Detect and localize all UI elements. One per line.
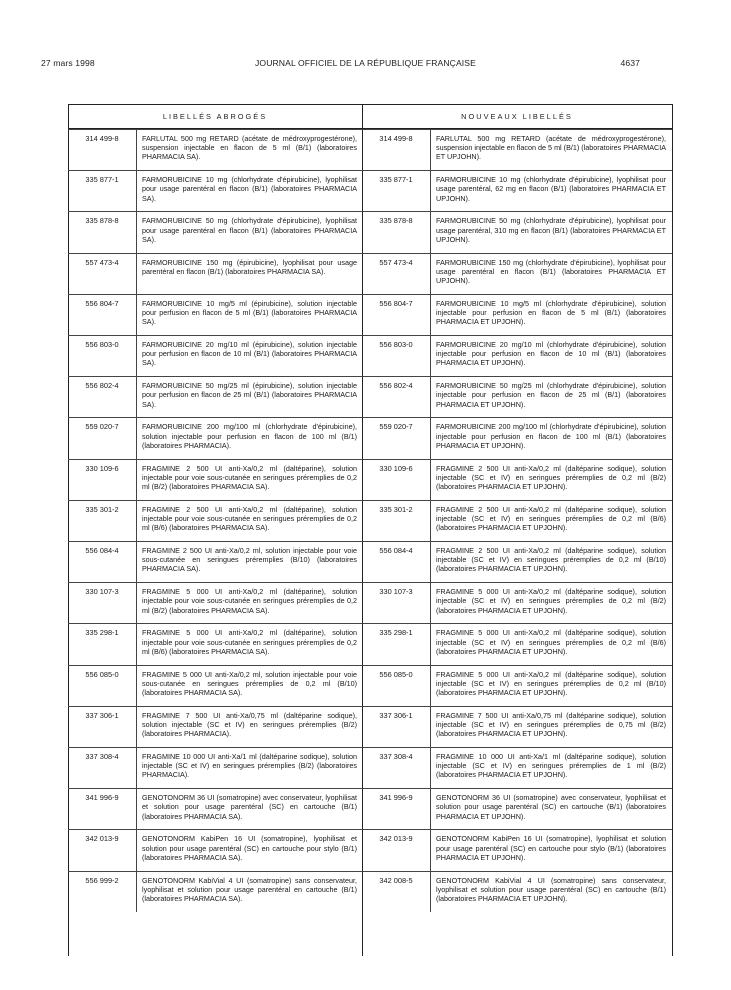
old-code: 335 298-1 [85,628,119,638]
table-row [68,665,672,666]
column-divider [136,829,137,870]
table-row [68,170,672,171]
new-code: 342 008-5 [379,875,413,885]
table-row [68,747,672,748]
column-divider [430,335,431,376]
new-code: 556 084-4 [379,546,413,555]
column-divider [430,582,431,623]
table-row [68,788,672,789]
old-label: GENOTONORM KabiVial 4 UI (somatropine) sans conservateur, lyophilisat et solution pour usage parentéral en cartouche (B/1) (laboratoires PHARMACIA SA). [142,875,357,903]
new-label: FRAGMINE 5 000 UI anti-Xa/0,2 ml (daltéparine sodique), solution injectable (SC et IV) en seringues préremplies de 0,2 ml (B/6) (laboratoires PHARMACIA ET UPJOHN). [436,628,666,656]
column-divider [430,788,431,829]
new-code: 335 301-2 [379,504,413,514]
new-label: FRAGMINE 5 000 UI anti-Xa/0,2 ml (daltéparine sodique), solution injectable (SC et IV) en seringues préremplies de 0,2 ml (B/2) (laboratoires PHARMACIA ET UPJOHN). [436,587,666,615]
column-divider [136,706,137,747]
column-divider [136,170,137,211]
column-divider [136,253,137,294]
old-label: FARMORUBICINE 150 mg (épirubicine), lyophilisat pour usage parentéral en flacon (B/1) (laboratoires PHARMACIA SA). [142,257,357,276]
table-row [68,376,672,377]
old-label: FRAGMINE 5 000 UI anti-Xa/0,2 ml, solution injectable pour voie sous-cutanée en seringues préremplies de 0,2 ml (B/10) (laboratoires PHARMACIA SA). [142,669,357,697]
table-row [68,541,672,542]
new-code: 556 085-0 [379,669,413,679]
column-header-abroges: LIBELLÉS ABROGÉS [162,112,268,121]
table-row [68,417,672,418]
new-code: 556 802-4 [379,381,413,391]
column-divider [136,665,137,706]
old-code: 556 803-0 [85,340,119,349]
old-code: 335 877-1 [85,175,119,185]
old-label: FARMORUBICINE 10 mg/5 ml (épirubicine), solution injectable pour perfusion en flacon de 5 ml (B/1) (laboratoires PHARMACIA SA). [142,298,357,327]
new-label: FARLUTAL 500 mg RETARD (acétate de médroxyprogestérone), suspension injectable en flacon de 5 ml (B/1) (laboratoires PHARMACIA ET UPJOHN). [436,134,666,162]
column-divider [430,871,431,912]
old-code: 557 473-4 [85,257,119,267]
column-divider [136,871,137,912]
column-divider [136,335,137,376]
column-divider [136,747,137,788]
old-label: FRAGMINE 10 000 UI anti-Xa/1 ml (daltéparine sodique), solution injectable (SC et IV) en seringues préremplies (B/2) (laboratoires PHARMACIA). [142,752,357,780]
old-code: 559 020-7 [85,422,119,432]
old-label: FRAGMINE 5 000 UI anti-Xa/0,2 ml (daltéparine), solution injectable pour voie sous-cutanée en seringues préremplies de 0,2 ml (B/2) (laboratoires PHARMACIA SA). [142,587,357,615]
table-center-divider [362,104,363,956]
new-label: FARMORUBICINE 50 mg (chlorhydrate d'épirubicine), lyophilisat pour usage parentéral, 310 mg en flacon (B/1) (laboratoires PHARMACIA ET UPJOHN). [436,216,666,244]
column-divider [430,623,431,664]
old-code: 335 878-8 [85,216,119,226]
new-label: FRAGMINE 10 000 UI anti-Xa/1 ml (daltéparine sodique), solution injectable (SC et IV) en seringues préremplies de 1 ml (B/2) (laboratoires PHARMACIA ET UPJOHN). [436,752,666,780]
table-row [68,459,672,460]
new-label: FRAGMINE 5 000 UI anti-Xa/0,2 ml (daltéparine sodique), solution injectable (SC et IV) en seringues préremplies de 0,2 ml (B/10) (laboratoires PHARMACIA ET UPJOHN). [436,669,666,697]
column-divider [136,376,137,417]
old-label: FARLUTAL 500 mg RETARD (acétate de médroxyprogestérone), suspension injectable en flacon de 5 ml (B/1) (laboratoires PHARMACIA SA). [142,134,357,162]
column-divider [136,500,137,541]
table-top-border [68,104,672,105]
old-code: 341 996-9 [85,793,119,803]
old-code: 337 308-4 [85,752,119,761]
new-label: FARMORUBICINE 50 mg/25 ml (chlorhydrate d'épirubicine), solution injectable pour perfusion en flacon de 25 ml (B/1) (laboratoires PHARMACIA ET UPJOHN). [436,381,666,409]
old-label: FRAGMINE 2 500 UI anti-Xa/0,2 ml (daltéparine), solution injectable pour voie sous-cutanée en seringues préremplies de 0,2 ml (B/2) (laboratoires PHARMACIA SA). [142,463,357,491]
table-row [68,582,672,583]
old-code: 556 999-2 [85,875,119,885]
new-code: 335 877-1 [379,175,413,185]
journal-title: JOURNAL OFFICIEL DE LA RÉPUBLIQUE FRANÇAISE [255,58,476,68]
new-code: 557 473-4 [379,257,413,267]
libelles-table [68,104,672,956]
column-header-nouveaux: NOUVEAUX LIBELLÉS [461,112,573,121]
new-code: 556 803-0 [379,340,413,349]
new-code: 314 499-8 [379,134,413,143]
column-divider [136,294,137,335]
page-number: 4637 [620,58,640,68]
old-code: 342 013-9 [85,834,119,844]
column-divider [430,747,431,788]
old-code: 556 802-4 [85,381,119,391]
new-code: 341 996-9 [379,793,413,803]
new-code: 556 804-7 [379,298,413,308]
new-label: FARMORUBICINE 200 mg/100 ml (chlorhydrate d'épirubicine), solution injectable pour perfusion en flacon de 100 ml (B/1) (laboratoires PHARMACIA ET UPJOHN). [436,422,666,450]
new-code: 330 107-3 [379,587,413,597]
old-code: 556 084-4 [85,546,119,555]
column-divider [430,376,431,417]
old-label: FRAGMINE 7 500 UI anti-Xa/0,75 ml (daltéparine sodique), solution injectable (SC et IV) en seringues préremplies (B/2) (laboratoires PHARMACIA). [142,710,357,739]
table-row [68,706,672,707]
header-date: 27 mars 1998 [41,58,95,68]
table-left-border [68,104,69,956]
table-row [68,500,672,501]
column-divider [430,706,431,747]
new-code: 342 013-9 [379,834,413,844]
old-code: 335 301-2 [85,504,119,514]
new-label: FRAGMINE 2 500 UI anti-Xa/0,2 ml (daltéparine sodique), solution injectable (SC et IV) en seringues préremplies de 0,2 ml (B/10) (laboratoires PHARMACIA ET UPJOHN). [436,546,666,574]
new-label: FARMORUBICINE 150 mg (chlorhydrate d'épirubicine), lyophilisat pour usage parentéral en flacon (B/1) (laboratoires PHARMACIA ET UPJOHN). [436,257,666,285]
column-divider [430,211,431,252]
new-label: FRAGMINE 7 500 UI anti-Xa/0,75 ml (daltéparine sodique), solution injectable (SC et IV) en seringues préremplies de 0,75 ml (B/2) (laboratoires PHARMACIA ET UPJOHN). [436,710,666,739]
column-divider [136,129,137,170]
column-divider [430,665,431,706]
new-label: GENOTONORM 36 UI (somatropine) avec conservateur, lyophilisat et solution pour usage parentéral (SC) en cartouche (B/1) (laboratoires PHARMACIA ET UPJOHN). [436,793,666,821]
new-label: FARMORUBICINE 10 mg (chlorhydrate d'épirubicine), lyophilisat pour usage parentéral, 62 mg en flacon (B/1) (laboratoires PHARMACIA ET UPJOHN). [436,175,666,203]
column-divider [430,500,431,541]
old-label: FRAGMINE 2 500 UI anti-Xa/0,2 ml, solution injectable pour voie sous-cutanée en seringues préremplies (B/10) (laboratoires PHARMACIA SA). [142,546,357,574]
old-code: 556 085-0 [85,669,119,679]
table-row [68,211,672,212]
column-divider [136,211,137,252]
table-row [68,623,672,624]
table-right-border [672,104,673,956]
old-label: FARMORUBICINE 50 mg (chlorhydrate d'épirubicine), lyophilisat pour usage parentéral en flacon (B/1) (laboratoires PHARMACIA SA). [142,216,357,244]
old-label: GENOTONORM KabiPen 16 UI (somatropine), lyophilisat et solution pour usage parentéral (SC) en cartouche pour stylo (B/1) (laboratoires PHARMACIA SA). [142,834,357,862]
old-label: FARMORUBICINE 10 mg (chlorhydrate d'épirubicine), lyophilisat pour usage parentéral en flacon (B/1) (laboratoires PHARMACIA SA). [142,175,357,203]
column-divider [136,623,137,664]
new-code: 337 306-1 [379,710,413,720]
table-row [68,294,672,295]
new-code: 335 298-1 [379,628,413,638]
old-code: 337 306-1 [85,710,119,720]
new-label: FARMORUBICINE 10 mg/5 ml (chlorhydrate d'épirubicine), solution injectable pour perfusion en flacon de 5 ml (B/1) (laboratoires PHARMACIA ET UPJOHN). [436,298,666,327]
old-code: 330 109-6 [85,463,119,473]
new-code: 559 020-7 [379,422,413,432]
table-row [68,829,672,830]
old-label: FRAGMINE 5 000 UI anti-Xa/0,2 ml (daltéparine), solution injectable pour voie sous-cutanée en seringues préremplies de 0,2 ml (B/6) (laboratoires PHARMACIA SA). [142,628,357,656]
old-code: 314 499-8 [85,134,119,143]
column-divider [430,170,431,211]
column-divider [136,788,137,829]
table-row [68,871,672,872]
column-divider [430,129,431,170]
column-divider [430,417,431,458]
table-row [68,253,672,254]
old-label: FARMORUBICINE 50 mg/25 ml (épirubicine), solution injectable pour perfusion en flacon de 25 ml (B/1) (laboratoires PHARMACIA SA). [142,381,357,409]
new-label: FRAGMINE 2 500 UI anti-Xa/0,2 ml (daltéparine sodique), solution injectable (SC et IV) en seringues préremplies de 0,2 ml (B/6) (laboratoires PHARMACIA ET UPJOHN). [436,504,666,533]
new-code: 330 109-6 [379,463,413,473]
new-code: 337 308-4 [379,752,413,761]
new-code: 335 878-8 [379,216,413,226]
column-divider [430,294,431,335]
old-label: GENOTONORM 36 UI (somatropine) avec conservateur, lyophilisat et solution pour usage parentéral (SC) en cartouche (B/1) (laboratoires PHARMACIA SA). [142,793,357,821]
table-row [68,335,672,336]
new-label: GENOTONORM KabiPen 16 UI (somatropine), lyophilisat et solution pour usage parentéral (SC) en cartouche pour stylo (B/1) (laboratoires PHARMACIA ET UPJOHN). [436,834,666,862]
old-label: FARMORUBICINE 200 mg/100 ml (chlorhydrate d'épirubicine), solution injectable pour perfusion en flacon de 100 ml (B/1) (laboratoires PHARMACIA). [142,422,357,450]
old-code: 556 804-7 [85,298,119,308]
column-divider [136,582,137,623]
column-divider [430,541,431,582]
table-row [68,129,672,130]
old-code: 330 107-3 [85,587,119,597]
column-divider [430,459,431,500]
column-divider [136,417,137,458]
new-label: FRAGMINE 2 500 UI anti-Xa/0,2 ml (daltéparine sodique), solution injectable (SC et IV) en seringues préremplies de 0,2 ml (B/2) (laboratoires PHARMACIA ET UPJOHN). [436,463,666,491]
column-divider [136,459,137,500]
new-label: GENOTONORM KabiVial 4 UI (somatropine) sans conservateur, lyophilisat et solution pour usage parentéral (SC) en cartouche (B/1) (laboratoires PHARMACIA ET UPJOHN). [436,875,666,903]
old-label: FRAGMINE 2 500 UI anti-Xa/0,2 ml (daltéparine), solution injectable pour voie sous-cutanée en seringues préremplies de 0,2 ml (B/6) (laboratoires PHARMACIA SA). [142,504,357,533]
column-divider [136,541,137,582]
column-divider [430,253,431,294]
new-label: FARMORUBICINE 20 mg/10 ml (chlorhydrate d'épirubicine), solution injectable pour perfusion en flacon de 10 ml (B/1) (laboratoires PHARMACIA ET UPJOHN). [436,340,666,368]
column-divider [430,829,431,870]
old-label: FARMORUBICINE 20 mg/10 ml (épirubicine), solution injectable pour perfusion en flacon de 10 ml (B/1) (laboratoires PHARMACIA SA). [142,340,357,368]
